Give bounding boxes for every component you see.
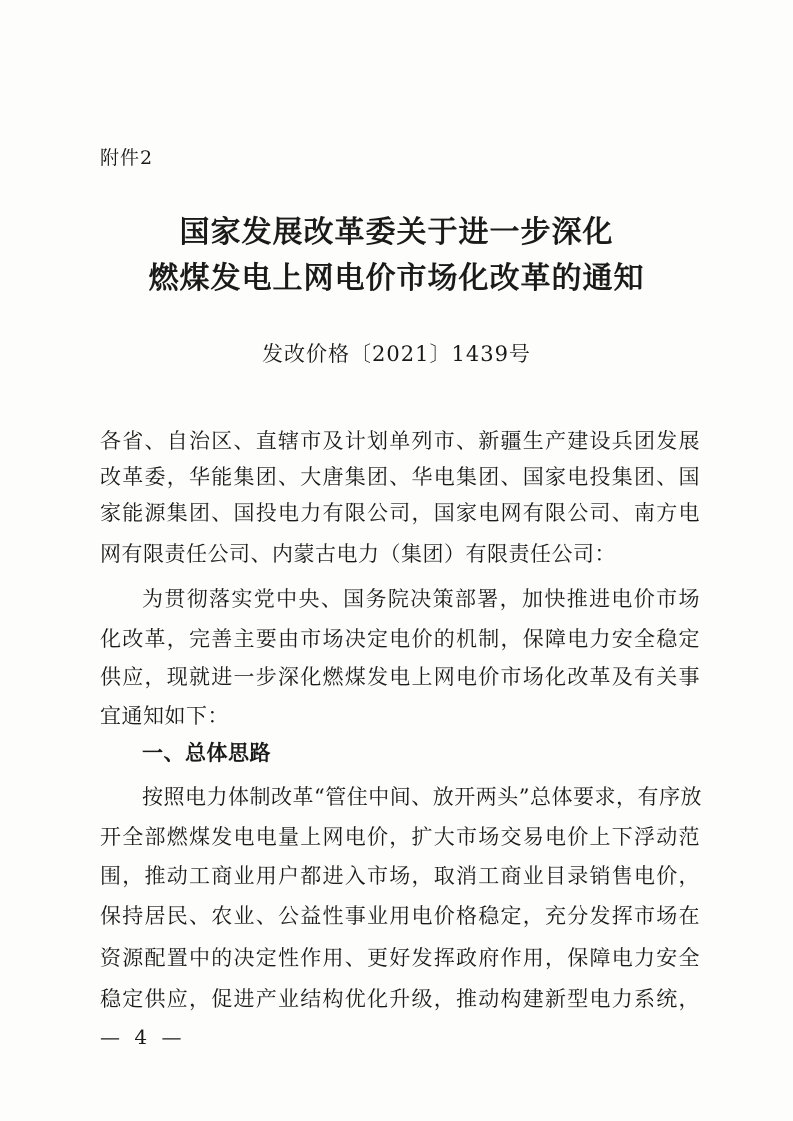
addressee-line: 网有限责任公司、内蒙古电力（集团）有限责任公司： — [100, 542, 616, 566]
addressee-line: 家能源集团、国投电力有限公司，国家电网有限公司、南方电 — [100, 501, 700, 525]
document-number: 发改价格〔2021〕1439号 — [262, 342, 531, 366]
addressee-line: 各省、自治区、直辖市及计划单列市、新疆生产建设兵团发展 — [100, 429, 700, 453]
page-number: — 4 — — [100, 1025, 186, 1049]
section-paragraph-line: 保持居民、农业、公益性事业用电价格稳定，充分发挥市场在 — [100, 904, 700, 928]
intro-paragraph-line: 为贯彻落实党中央、国务院决策部署，加快推进电价市场 — [142, 587, 700, 611]
intro-paragraph-line: 供应，现就进一步深化燃煤发电上网电价市场化改革及有关事 — [100, 665, 700, 689]
title-line-2: 燃煤发电上网电价市场化改革的通知 — [148, 261, 645, 296]
section-paragraph-line: 围，推动工商业用户都进入市场，取消工商业目录销售电价， — [100, 864, 700, 888]
intro-paragraph-line: 化改革，完善主要由市场决定电价的机制，保障电力安全稳定 — [100, 627, 700, 651]
section-paragraph-line: 按照电力体制改革“管住中间、放开两头”总体要求，有序放 — [142, 785, 702, 809]
intro-paragraph-line: 宜通知如下： — [100, 704, 229, 728]
section-heading: 一、总体思路 — [142, 741, 271, 765]
title-line-1: 国家发展改革委关于进一步深化 — [179, 215, 614, 250]
section-paragraph-line: 开全部燃煤发电电量上网电价，扩大市场交易电价上下浮动范 — [100, 825, 700, 849]
addressee-line: 改革委，华能集团、大唐集团、华电集团、国家电投集团、国 — [100, 465, 700, 489]
section-paragraph-line: 稳定供应，促进产业结构优化升级，推动构建新型电力系统， — [100, 987, 700, 1011]
section-paragraph-line: 资源配置中的决定性作用、更好发挥政府作用，保障电力安全 — [100, 946, 700, 970]
attachment-label: 附件2 — [100, 147, 154, 169]
